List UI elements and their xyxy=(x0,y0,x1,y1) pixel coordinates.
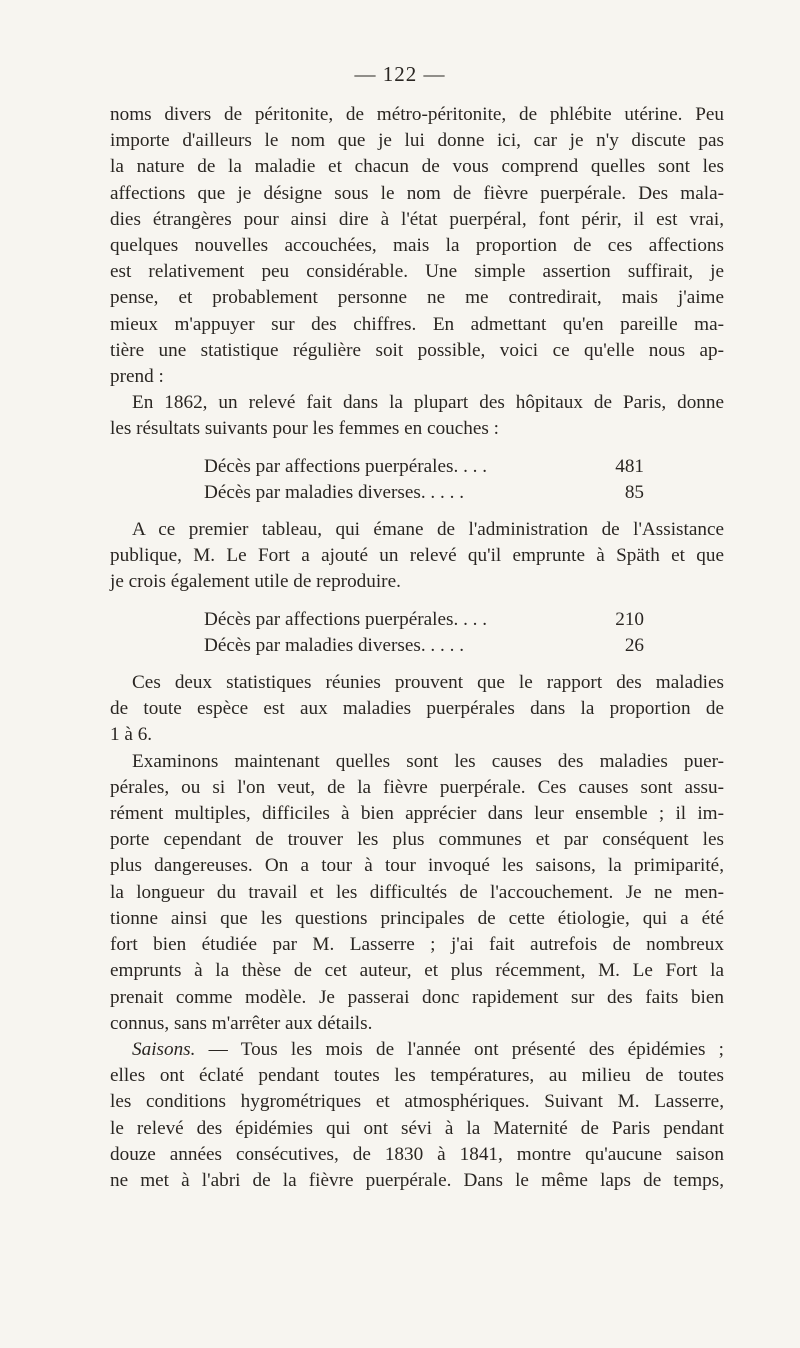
table-row xyxy=(204,607,644,633)
text-line: importe d'ailleurs le nom que je lui donne ici, car je n'y discute pas xyxy=(110,130,724,152)
text-line: connus, sans m'arrêter aux détails. xyxy=(110,1012,373,1034)
text-line: est relativement peu considérable. Une simple assertion suffirait, je xyxy=(110,261,724,283)
table-label: Décès par maladies diverses. . . . . xyxy=(204,481,465,503)
text-line: plus dangereuses. On a tour à tour invoqué les saisons, la primiparité, xyxy=(110,855,724,877)
text-line: 1 à 6. xyxy=(110,724,153,746)
paragraph-4 xyxy=(110,670,724,749)
table-label: Décès par maladies diverses. . . . . xyxy=(204,634,465,656)
text-line: dies étrangères pour ainsi dire à l'état puerpéral, font périr, il est vrai, xyxy=(110,208,724,230)
text-line: la longueur du travail et les difficultés de l'accouchement. Je ne men- xyxy=(110,881,724,903)
paragraph-3 xyxy=(110,517,724,596)
text-line: je crois également utile de reproduire. xyxy=(110,571,401,593)
text-line: pense, et probablement personne ne me contredirait, mais j'aime xyxy=(110,287,724,309)
text-line: la nature de la maladie et chacun de vous comprend quelles sont les xyxy=(110,156,724,178)
text-run: — Tous les mois de l'année ont présenté des épidémies ; xyxy=(195,1038,724,1060)
text-line: quelques nouvelles accouchées, mais la proportion de ces affections xyxy=(110,235,724,257)
table-value: 26 xyxy=(624,634,644,656)
table-label: Décès par affections puerpérales. . . . xyxy=(204,608,488,630)
text-line: pérales, ou si l'on veut, de la fièvre puerpérale. Ces causes sont assu- xyxy=(110,776,724,798)
text-line: rément multiples, difficiles à bien apprécier dans leur ensemble ; il im- xyxy=(110,803,724,825)
text-line: ne met à l'abri de la fièvre puerpérale. Dans le même laps de temps, xyxy=(110,1169,724,1191)
text-line: tière une statistique régulière soit possible, voici ce qu'elle nous ap- xyxy=(110,339,724,361)
text-line: douze années consécutives, de 1830 à 1841, montre qu'aucune saison xyxy=(110,1143,724,1165)
paragraph-1 xyxy=(110,102,724,390)
text-line: elles ont éclaté pendant toutes les températures, au milieu de toutes xyxy=(110,1065,724,1087)
text-line: emprunts à la thèse de cet auteur, et plus récemment, M. Le Fort la xyxy=(110,960,724,982)
text-line xyxy=(110,1037,724,1063)
text-line: Ces deux statistiques réunies prouvent que le rapport des maladies xyxy=(132,672,724,694)
text-line: Examinons maintenant quelles sont les causes des maladies puer- xyxy=(132,750,724,772)
text-line: prenait comme modèle. Je passerai donc rapidement sur des faits bien xyxy=(110,986,724,1008)
statistics-table-1 xyxy=(110,454,724,506)
text-line: fort bien étudiée par M. Lasserre ; j'ai fait autrefois de nombreux xyxy=(110,934,724,956)
table-value: 85 xyxy=(624,481,644,503)
table-row xyxy=(204,454,644,480)
text-line: En 1862, un relevé fait dans la plupart des hôpitaux de Paris, donne xyxy=(132,392,724,414)
page-number: — 122 — xyxy=(354,62,446,86)
text-line: A ce premier tableau, qui émane de l'administration de l'Assistance xyxy=(132,519,724,541)
text-line: les conditions hygrométriques et atmosphériques. Suivant M. Lasserre, xyxy=(110,1091,724,1113)
text-line: de toute espèce est aux maladies puerpérales dans la proportion de xyxy=(110,698,724,720)
paragraph-5 xyxy=(110,749,724,1037)
body-text xyxy=(110,102,724,1194)
text-line: porte cependant de trouver les plus communes et par conséquent les xyxy=(110,829,724,851)
text-line: affections que je désigne sous le nom de fièvre puerpérale. Des mala- xyxy=(110,182,724,204)
table-row xyxy=(204,633,644,659)
table-value: 210 xyxy=(615,608,644,630)
text-line: prend : xyxy=(110,366,164,388)
text-line: tionne ainsi que les questions principales de cette étiologie, qui a été xyxy=(110,907,724,929)
table-value: 481 xyxy=(615,455,644,477)
text-line: mieux m'appuyer sur des chiffres. En admettant qu'en pareille ma- xyxy=(110,313,724,335)
text-line: le relevé des épidémies qui ont sévi à la Maternité de Paris pendant xyxy=(110,1117,724,1139)
paragraph-2 xyxy=(110,390,724,442)
paragraph-6 xyxy=(110,1037,724,1194)
text-line: noms divers de péritonite, de métro-péritonite, de phlébite utérine. Peu xyxy=(110,104,724,125)
statistics-table-2 xyxy=(110,607,724,659)
table-label: Décès par affections puerpérales. . . . xyxy=(204,455,488,477)
text-line: les résultats suivants pour les femmes en couches : xyxy=(110,418,499,440)
text-line: publique, M. Le Fort a ajouté un relevé qu'il emprunte à Späth et que xyxy=(110,545,724,567)
section-heading: Saisons. xyxy=(132,1038,196,1060)
table-row xyxy=(204,480,644,506)
